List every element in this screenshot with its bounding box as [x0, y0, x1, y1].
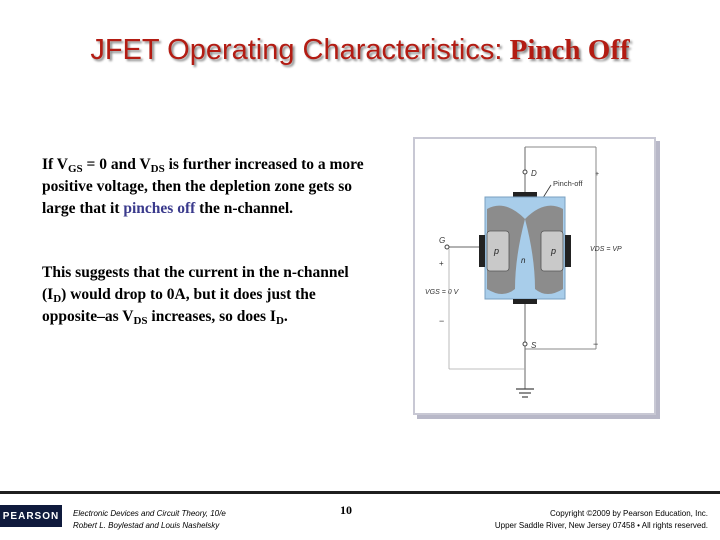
drain-contact — [513, 192, 537, 197]
copyright — [495, 508, 708, 532]
vgs-label: VGS = 0 V — [425, 289, 459, 296]
p1-sub-ds: DS — [150, 163, 165, 175]
p1-text-3: is further increased to a more positive voltage, then the depletion zone gets so large that it — [42, 156, 364, 217]
p1-text-4: the n-channel. — [195, 200, 294, 217]
minus-right: − — [593, 339, 599, 349]
slide-title — [0, 34, 720, 67]
vds-label: VDS = VP — [590, 246, 622, 253]
drain-label: D — [531, 169, 537, 178]
jfet-diagram — [415, 139, 654, 413]
p2-text-2: ) would drop to 0A, but it does just the opposite–as V — [42, 286, 316, 325]
p2-sub-d2: D — [275, 315, 284, 327]
p1-highlight: pinches off — [123, 200, 196, 217]
title-main: JFET Operating Characteristics: — [90, 34, 503, 66]
pearson-logo: PEARSON — [0, 505, 62, 527]
plus-top: + — [595, 171, 600, 178]
p1-text-1: If V — [42, 156, 68, 173]
p2-text-4: . — [283, 308, 288, 325]
copyright-line-2: Upper Saddle River, New Jersey 07458 • All rights reserved. — [494, 521, 708, 530]
copyright-line-1: Copyright ©2009 by Pearson Education, Inc. — [550, 509, 708, 518]
page-number: 10 — [340, 503, 352, 517]
gate-label: G — [439, 236, 446, 245]
p1-sub-gs: GS — [67, 163, 83, 175]
book-authors: Robert L. Boylestad and Louis Nashelsky — [73, 521, 220, 530]
jfet-figure — [413, 137, 656, 415]
book-title: Electronic Devices and Circuit Theory, 10/e — [73, 509, 226, 518]
right-gate-contact — [565, 235, 571, 267]
source-label: S — [531, 341, 537, 350]
p2-sub-d: D — [53, 293, 62, 305]
right-p-label: p — [551, 246, 557, 256]
p2-sub-ds: DS — [133, 315, 148, 327]
paragraph-pinch-off — [42, 154, 372, 220]
left-gate-contact — [479, 235, 485, 267]
footer-divider — [0, 491, 720, 494]
gate-terminal — [445, 245, 449, 249]
p2-text-3: increases, so does I — [147, 308, 276, 325]
left-p-label: p — [494, 246, 500, 256]
plus-left: + — [439, 259, 444, 268]
p1-text-2: = 0 and V — [82, 156, 151, 173]
source-contact — [513, 299, 537, 304]
n-label: n — [521, 256, 526, 265]
pinch-off-label: Pinch-off — [553, 179, 583, 188]
minus-left: − — [439, 316, 445, 326]
source-terminal — [523, 342, 527, 346]
drain-terminal — [523, 170, 527, 174]
paragraph-current — [42, 262, 372, 328]
title-sub: Pinch Off — [509, 34, 630, 66]
p2-text-1: This suggests that the current in the n-channel (I — [42, 264, 349, 303]
book-credit — [73, 508, 226, 532]
